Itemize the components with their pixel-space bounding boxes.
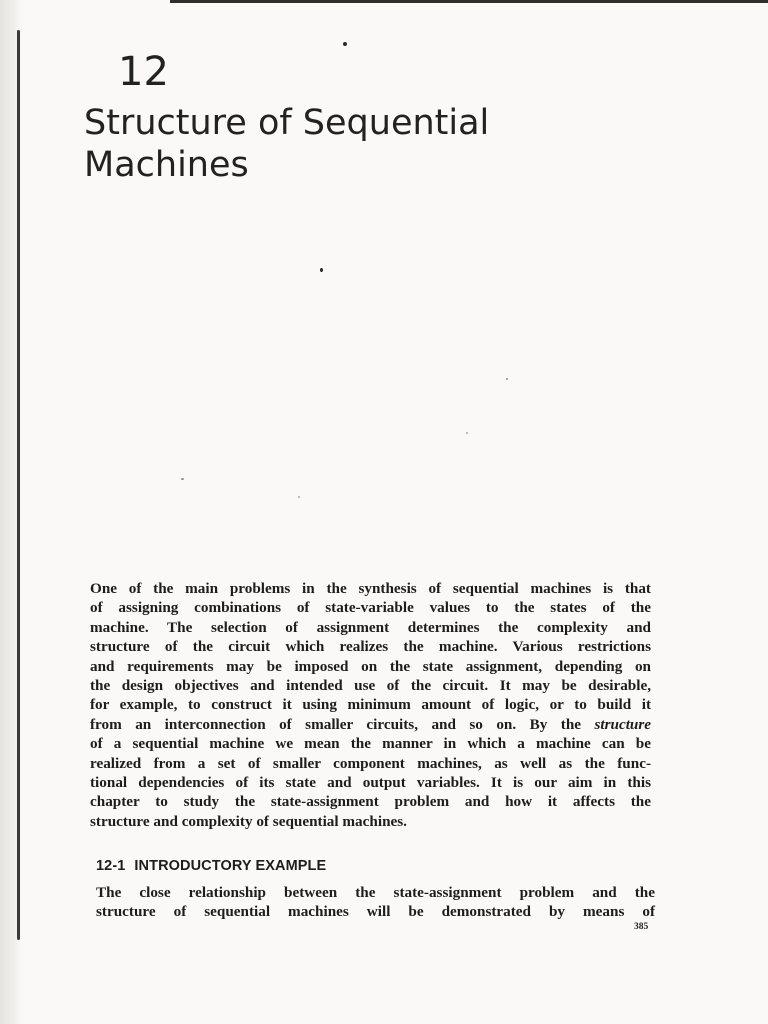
ink-speck: [298, 496, 300, 498]
section-paragraph: [96, 883, 655, 922]
page-number: 385: [634, 922, 649, 932]
chapter-title-line-1: Structure of Sequential: [84, 103, 490, 143]
ink-speck: [343, 42, 347, 46]
paragraph-line: and requirements may be imposed on the state assignment, depending on: [90, 657, 651, 675]
paragraph-line: machine. The selection of assignment determines the complexity and: [90, 618, 651, 636]
paragraph-line: One of the main problems in the synthesis of sequential machines is that: [90, 580, 651, 597]
section-heading: [96, 858, 326, 874]
section-title: INTRODUCTORY EXAMPLE: [134, 858, 327, 874]
ink-speck: [506, 378, 508, 380]
emphasis-term: structure: [594, 715, 652, 733]
paragraph-line: chapter to study the state-assignment problem and how it affects the: [90, 793, 651, 811]
paragraph-line: realized from a set of smaller component machines, as well as the func-: [90, 754, 651, 772]
paragraph-line: the design objectives and intended use of the circuit. It may be desirable,: [90, 677, 651, 695]
paragraph-line: [90, 715, 651, 734]
chapter-number: 12: [118, 49, 169, 95]
paragraph-line: of a sequential machine we mean the manner in which a machine can be: [90, 735, 651, 753]
page-binding-edge: [17, 30, 20, 940]
page-top-edge: [170, 0, 768, 3]
section-number: 12-1: [96, 858, 126, 874]
ink-speck: [181, 478, 184, 480]
paragraph-line: tional dependencies of its state and output variables. It is our aim in this: [90, 774, 651, 792]
ink-speck: [320, 268, 323, 272]
paragraph-line: The close relationship between the state-assignment problem and the: [96, 884, 655, 901]
paragraph-line: structure of the circuit which realizes the machine. Various restrictions: [90, 638, 651, 656]
paragraph-line: of assigning combinations of state-variable values to the states of the: [90, 599, 651, 617]
paragraph-line: structure of sequential machines will be demonstrated by means of: [96, 903, 655, 921]
ink-speck: [466, 432, 468, 434]
chapter-title: [84, 102, 604, 186]
chapter-title-line-2: Machines: [84, 145, 249, 185]
paragraph-line: for example, to construct it using minimum amount of logic, or to build it: [90, 696, 651, 714]
paragraph-line-text: from an interconnection of smaller circuits, and so on. By the: [90, 715, 582, 733]
paragraph-line: structure and complexity of sequential machines.: [90, 812, 407, 830]
body-paragraph: [90, 579, 651, 831]
